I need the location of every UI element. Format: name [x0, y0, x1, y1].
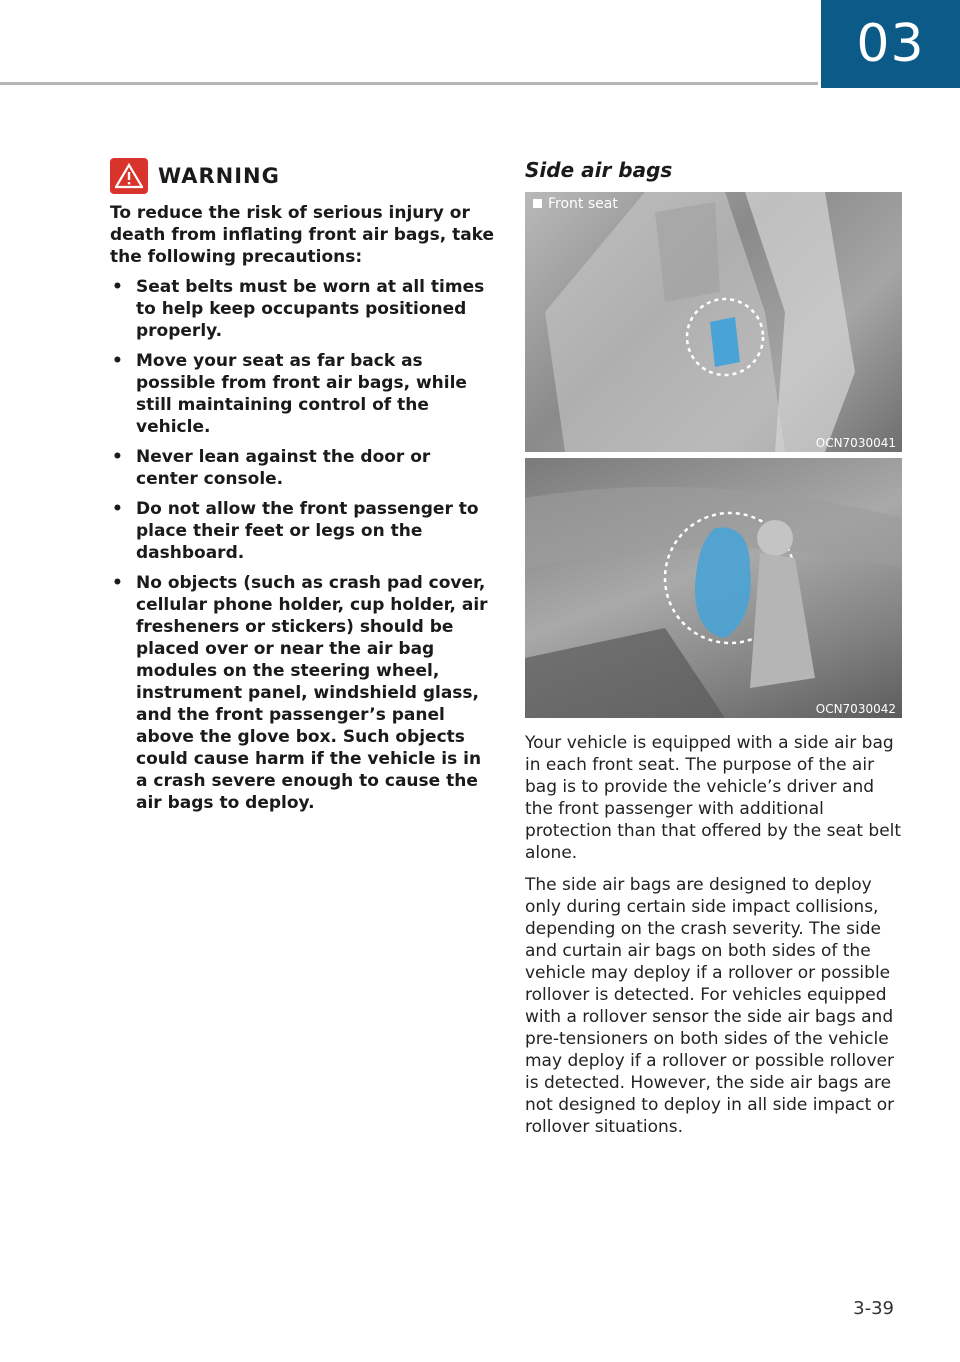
list-item: • Never lean against the door or center console. — [112, 447, 431, 489]
seat-drawing — [525, 192, 902, 452]
list-item: • Move your seat as far back as possible from front air bags, while still maintaining control of the vehicle. — [112, 351, 467, 437]
figure-label: Front seat — [533, 196, 618, 212]
page-number: 3-39 — [853, 1298, 894, 1319]
chapter-tab — [821, 0, 960, 88]
figure-code: OCN7030041 — [815, 436, 896, 450]
paragraph: The side air bags are designed to deploy only during certain side impact collisions, depending on the crash severity. The side and curtain air bags on both sides of the vehicle may deploy if a rollover or possible rollover is detected. For vehicles equipped with a rollover sensor the side air bags and pre-tensioners on both sides of the vehicle may deploy if a rollover or possible rollover is detected. However, the side air bags are not designed to deploy in all side impact or rollover situations. — [525, 875, 895, 1137]
warning-title: WARNING — [158, 164, 280, 188]
warning-triangle-icon — [110, 158, 148, 194]
front-seat-illustration — [525, 192, 902, 452]
paragraph: Your vehicle is equipped with a side air bag in each front seat. The purpose of the air bag is to provide the vehicle’s driver and the front passenger with additional protection than that offered by the seat belt alone. — [525, 733, 902, 863]
warning-intro: To reduce the risk of serious injury or death from inflating front air bags, take the following precautions: — [110, 203, 495, 267]
figure-code: OCN7030042 — [815, 702, 896, 716]
section-body — [525, 732, 903, 1138]
section-title: Side air bags — [525, 158, 673, 182]
header-rule — [0, 82, 818, 85]
warning-list — [110, 276, 495, 814]
side-airbag-deploy-illustration — [525, 458, 902, 718]
warning-header — [110, 158, 495, 194]
chapter-number: 03 — [856, 14, 925, 74]
airbag-drawing — [525, 458, 902, 718]
list-item: • No objects (such as crash pad cover, cellular phone holder, cup holder, air fresheners or stickers) should be placed over or near the air bag modules on the steering wheel, instrument panel, windshield glass, and the front passenger’s panel above the glove box. Such objects could cause harm if the vehicle is in a crash severe enough to cause the air bags to deploy. — [112, 573, 488, 813]
side-airbags-section — [525, 158, 903, 1138]
list-item: • Do not allow the front passenger to place their feet or legs on the dashboard. — [112, 499, 479, 563]
list-item: • Seat belts must be worn at all times to help keep occupants positioned properly. — [112, 277, 485, 341]
warning-box — [110, 158, 495, 822]
